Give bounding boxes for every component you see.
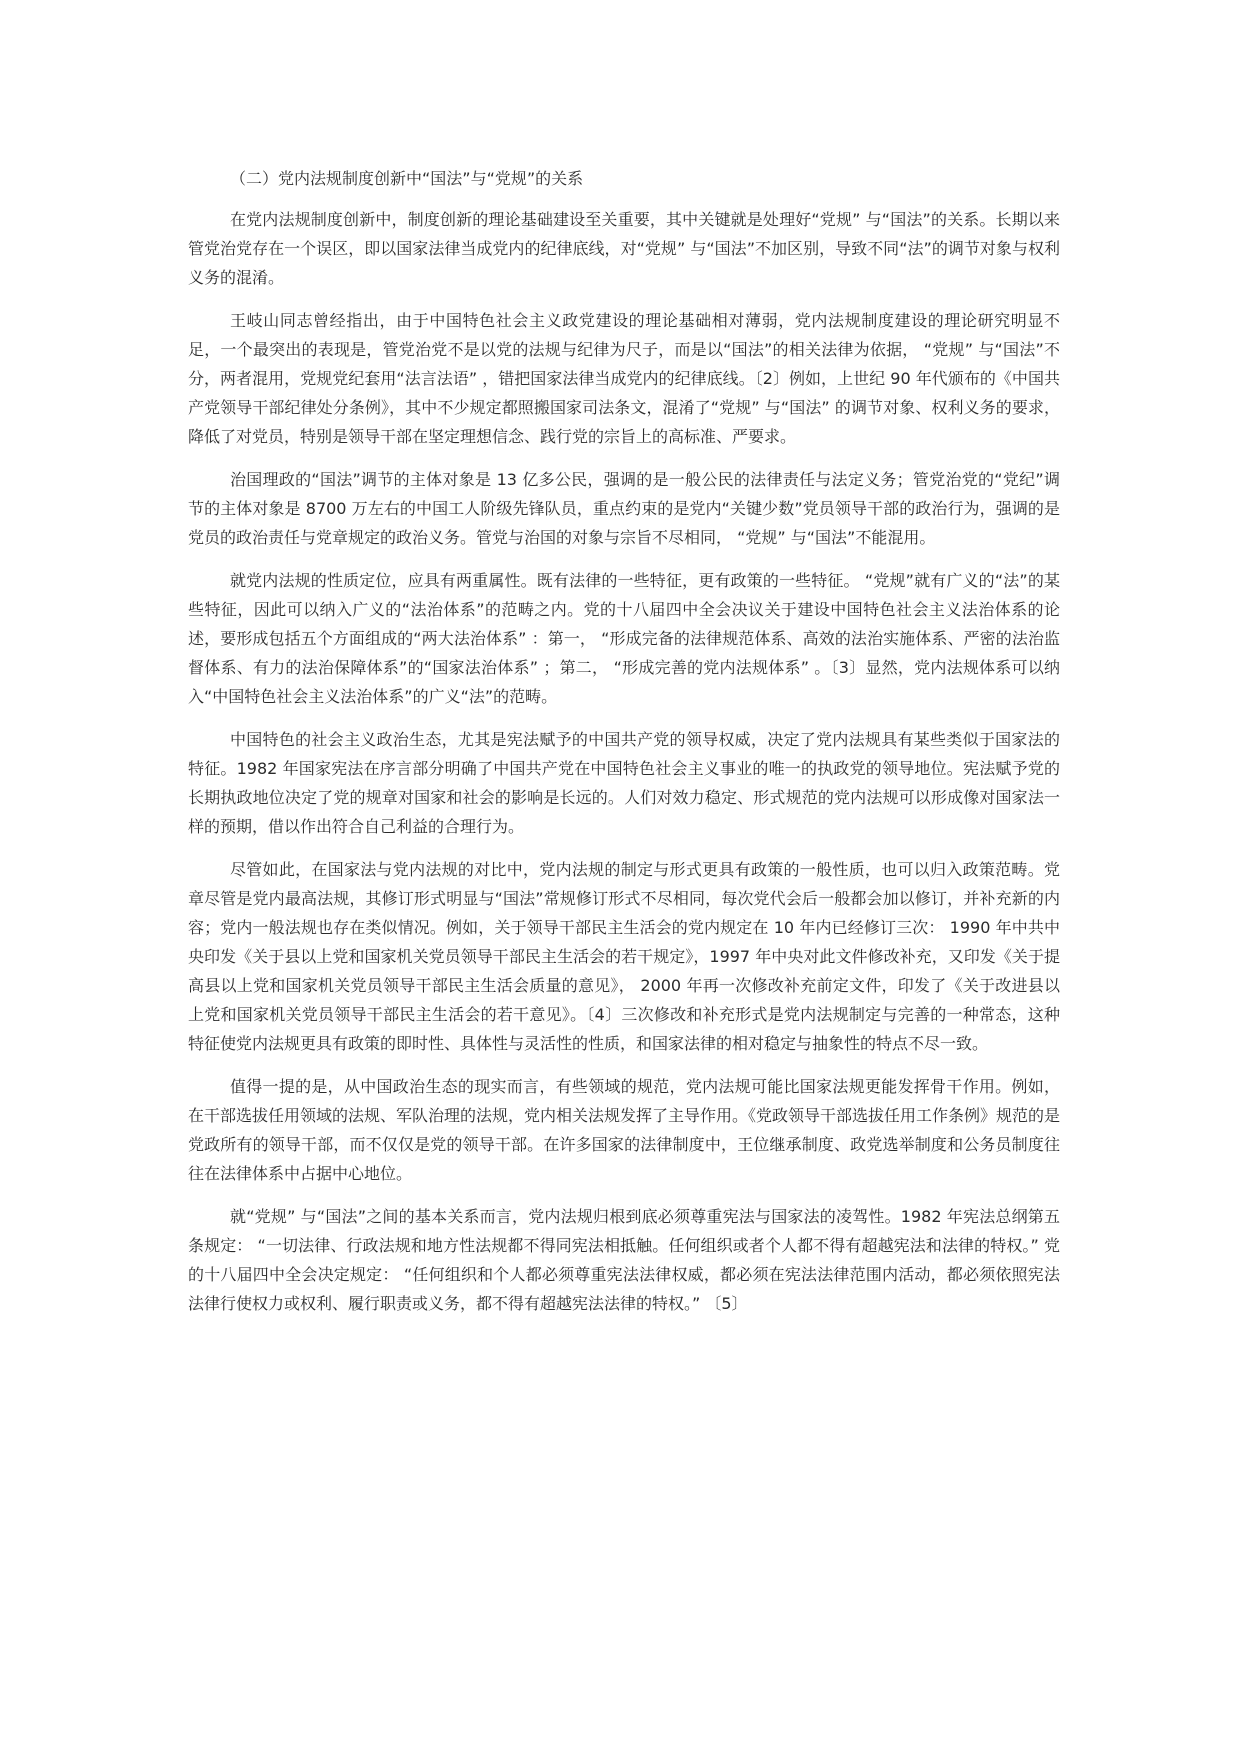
paragraph-5: 中国特色的社会主义政治生态，尤其是宪法赋予的中国共产党的领导权威，决定了党内法规具有某些类似于国家法的特征。1982 年国家宪法在序言部分明确了中国共产党在中国特色社会主义事业的唯一的执政党的领导地位。宪法赋予党的长期执政地位决定了党的规章对国家和社会的影响是长远的。人们对效力稳定、形式规范的党内法规可以形成像对国家法一样的预期，借以作出符合自己利益的合理行为。: [188, 730, 1060, 836]
section-heading: （二）党内法规制度创新中“国法”与“党规”的关系: [230, 169, 584, 188]
paragraph-7: 值得一提的是，从中国政治生态的现实而言，有些领域的规范，党内法规可能比国家法规更能发挥骨干作用。例如，在干部选拔任用领域的法规、军队治理的法规，党内相关法规发挥了主导作用。《党政领导干部选拔任用工作条例》规范的是党政所有的领导干部，而不仅仅是党的领导干部。在许多国家的法律制度中，王位继承制度、政党选举制度和公务员制度往往在法律体系中占据中心地位。: [188, 1077, 1061, 1183]
paragraph-6: 尽管如此，在国家法与党内法规的对比中，党内法规的制定与形式更具有政策的一般性质，也可以归入政策范畴。党章尽管是党内最高法规，其修订形式明显与“国法”常规修订形式不尽相同，每次党代会后一般都会加以修订，并补充新的内容；党内一般法规也存在类似情况。例如，关于领导干部民主生活会的党内规定在 10 年内已经修订三次： 1990 年中共中央印发《关于县以上党和国家机关党员领导干部民主生活会的若干规定》，1997 年中央对此文件修改补充，又印发《关于提高县以上党和国家机关党员领导干部民主生活会质量的意见》， 2000 年再一次修改补充前定文件，印发了《关于改进县以上党和国家机关党员领导干部民主生活会的若干意见》。〔4〕三次修改和补充形式是党内法规制定与完善的一种常态，这种特征使党内法规更具有政策的即时性、具体性与灵活性的性质，和国家法律的相对稳定与抽象性的特点不尽一致。: [188, 860, 1060, 1053]
paragraph-2: 王岐山同志曾经指出，由于中国特色社会主义政党建设的理论基础相对薄弱，党内法规制度建设的理论研究明显不足，一个最突出的表现是，管党治党不是以党的法规与纪律为尺子，而是以“国法”的相关法律为依据， “党规” 与“国法”不分，两者混用，党规党纪套用“法言法语” ，错把国家法律当成党内的纪律底线。〔2〕例如，上世纪 90 年代颁布的《中国共产党领导干部纪律处分条例》，其中不少规定都照搬国家司法条文，混淆了“党规” 与“国法” 的调节对象、权利义务的要求，降低了对党员，特别是领导干部在坚定理想信念、践行党的宗旨上的高标准、严要求。: [188, 311, 1060, 446]
paragraph-3: 治国理政的“国法”调节的主体对象是 13 亿多公民，强调的是一般公民的法律责任与法定义务；管党治党的“党纪”调节的主体对象是 8700 万左右的中国工人阶级先锋队员，重点约束的是党内“关键少数”党员领导干部的政治行为，强调的是党员的政治责任与党章规定的政治义务。管党与治国的对象与宗旨不尽相同， “党规” 与“国法”不能混用。: [188, 470, 1060, 547]
paragraph-1: 在党内法规制度创新中，制度创新的理论基础建设至关重要，其中关键就是处理好“党规” 与“国法”的关系。长期以来管党治党存在一个误区，即以国家法律当成党内的纪律底线，对“党规” 与“国法”不加区别，导致不同“法”的调节对象与权利义务的混淆。: [188, 210, 1060, 287]
paragraph-8: 就“党规” 与“国法”之间的基本关系而言，党内法规归根到底必须尊重宪法与国家法的凌驾性。1982 年宪法总纲第五条规定： “一切法律、行政法规和地方性法规都不得同宪法相抵触。任何组织或者个人都不得有超越宪法和法律的特权。” 党的十八届四中全会决定规定： “任何组织和个人都必须尊重宪法法律权威，都必须在宪法法律范围内活动，都必须依照宪法法律行使权力或权利、履行职责或义务，都不得有超越宪法法律的特权。” 〔5〕: [188, 1207, 1060, 1313]
document-body: [188, 164, 1060, 1332]
paragraph-4: 就党内法规的性质定位，应具有两重属性。既有法律的一些特征，更有政策的一些特征。 “党规”就有广义的“法”的某些特征，因此可以纳入广义的“法治体系”的范畴之内。党的十八届四中全会决议关于建设中国特色社会主义法治体系的论述，要形成包括五个方面组成的“两大法治体系” ：第一， “形成完备的法律规范体系、高效的法治实施体系、严密的法治监督体系、有力的法治保障体系”的“国家法治体系” ；第二， “形成完善的党内法规体系” 。〔3〕显然，党内法规体系可以纳入“中国特色社会主义法治体系”的广义“法”的范畴。: [188, 571, 1060, 706]
